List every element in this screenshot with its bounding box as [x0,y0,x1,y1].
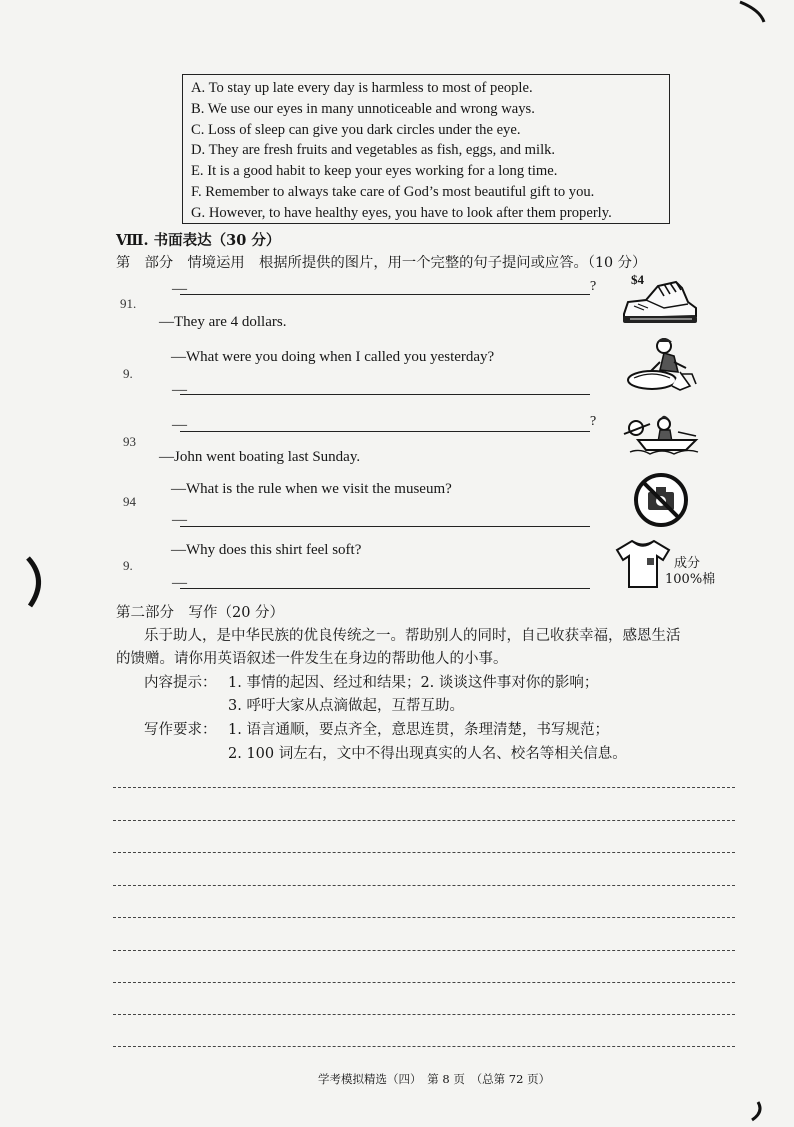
question-mark: ? [590,279,597,294]
prompt-92: —What were you doing when I called you yesterday? [171,349,495,365]
question-number-95: 9. [123,558,133,573]
answer-dash: — [172,382,187,398]
material-label: 成分 [674,556,701,571]
option-a: A. To stay up late every day is harmless to most of people. [191,80,533,96]
hint-label: 内容提示： [144,675,217,691]
question-number-94: 94 [123,494,136,509]
part1-instruction: 第 部分 情境运用 根据所提供的图片，用一个完整的句子提问或应答。（10 分） [116,255,647,271]
requirement-label: 写作要求： [144,722,217,738]
option-d: D. They are fresh fruits and vegetables as fish, eggs, and milk. [191,142,556,159]
answer-dash: — [172,417,187,433]
prompt-94: —What is the rule when we visit the museum? [171,481,452,497]
answer-dash: — [172,281,187,297]
option-f: F. Remember to always take care of God’s most beautiful gift to you. [191,183,595,200]
answer-91: —They are 4 dollars. [159,314,287,330]
answer-93: —John went boating last Sunday. [159,449,361,465]
part2-paragraph-2: 的馈赠。请你用英语叙述一件发生在身边的帮助他人的小事。 [116,651,508,667]
answer-dash: — [172,512,187,528]
option-b: B. We use our eyes in many unnoticeable and wrong ways. [191,100,535,117]
page-footer: 学考模拟精选（四） 第 8 页 （总第 72 页） [318,1072,551,1086]
question-number-93: 93 [123,434,136,449]
cotton-label: 100%棉 [665,572,716,587]
option-e: E. It is a good habit to keep your eyes working for a long time. [191,163,558,180]
prompt-95: —Why does this shirt feel soft? [171,542,362,558]
requirement-1: 1. 语言通顺，要点齐全，意思连贯，条理清楚，书写规范； [228,722,609,738]
requirement-2: 2. 100 词左右，文中不得出现真实的人名、校名等相关信息。 [228,746,627,762]
option-g: G. However, to have healthy eyes, you have to look after them properly. [191,204,612,221]
price-label: $4 [631,272,644,287]
question-mark: ? [590,414,597,429]
option-c: C. Loss of sleep can give you dark circles under the eye. [191,121,521,138]
part2-title: 第二部分 写作（20 分） [116,605,285,621]
answer-dash: — [172,575,187,591]
part2-paragraph-1: 乐于助人，是中华民族的优良传统之一。帮助别人的同时，自己收获幸福，感恩生活 [144,628,681,644]
hint-1: 1. 事情的起因、经过和结果；2. 谈谈这件事对你的影响； [228,675,599,691]
question-number-92: 9. [123,366,133,381]
section-title: Ⅷ. 书面表达（30 分） [116,232,281,249]
question-number-91: 91. [120,296,137,311]
hint-2: 3. 呼吁大家从点滴做起，互帮互助。 [228,698,464,714]
